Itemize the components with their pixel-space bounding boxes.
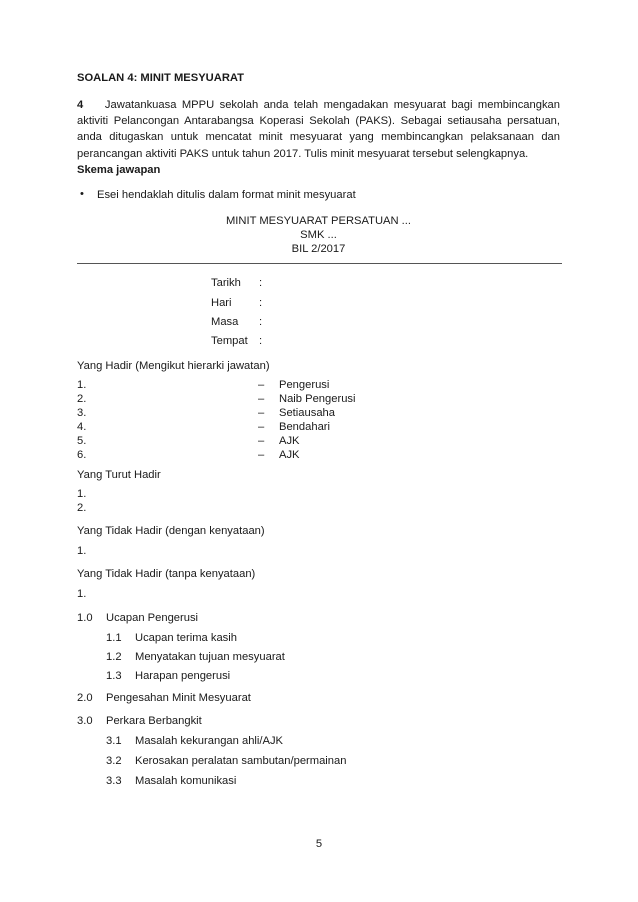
present-row-dash: – (258, 435, 265, 447)
agenda-subitem-num: 1.2 (106, 651, 122, 663)
present-row-num: 4. (77, 421, 87, 433)
scheme-title: Skema jawapan (77, 164, 161, 176)
agenda-subitem-text: Masalah kekurangan ahli/AJK (135, 735, 284, 747)
present-row-role: Pengerusi (279, 379, 330, 391)
minutes-heading-line: BIL 2/2017 (291, 243, 346, 255)
field-colon: : (259, 316, 263, 328)
present-row-dash: – (258, 449, 265, 461)
agenda-subitem-text: Kerosakan peralatan sambutan/permainan (135, 755, 347, 767)
agenda-subitem-text: Harapan pengerusi (135, 670, 231, 682)
agenda-subitem-num: 3.3 (106, 775, 122, 787)
field-label-tempat: Tempat (211, 335, 248, 347)
also-present-row: 1. (77, 488, 87, 500)
also-present-title: Yang Turut Hadir (77, 469, 161, 481)
agenda-subitem-num: 1.1 (106, 632, 122, 644)
question-number: 4 (77, 99, 84, 111)
field-label-hari: Hari (211, 297, 232, 309)
present-row-role: AJK (279, 435, 300, 447)
field-label-tarikh: Tarikh (211, 277, 241, 289)
minutes-heading-line: SMK ... (300, 229, 337, 241)
present-row-num: 6. (77, 449, 87, 461)
present-title: Yang Hadir (Mengikut hierarki jawatan) (77, 360, 270, 372)
agenda-subitem-text: Masalah komunikasi (135, 775, 237, 787)
agenda-subitem-text: Ucapan terima kasih (135, 632, 237, 644)
absent-with-reason-title: Yang Tidak Hadir (dengan kenyataan) (77, 525, 265, 537)
absent-without-reason-row: 1. (77, 588, 87, 600)
agenda-subitem-num: 1.3 (106, 670, 122, 682)
absent-without-reason-title: Yang Tidak Hadir (tanpa kenyataan) (77, 568, 256, 580)
minutes-heading-line: MINIT MESYUARAT PERSATUAN ... (225, 215, 412, 227)
agenda-subitem-num: 3.1 (106, 735, 122, 747)
present-row-dash: – (258, 379, 265, 391)
divider-line (77, 263, 562, 264)
present-row-dash: – (258, 393, 265, 405)
agenda-title: Pengesahan Minit Mesyuarat (106, 692, 251, 704)
field-colon: : (259, 277, 263, 289)
present-row-num: 1. (77, 379, 87, 391)
present-row-num: 3. (77, 407, 87, 419)
absent-with-reason-row: 1. (77, 545, 87, 557)
field-colon: : (259, 297, 263, 309)
present-row-dash: – (258, 421, 265, 433)
present-row-num: 2. (77, 393, 87, 405)
agenda-num: 2.0 (77, 692, 93, 704)
also-present-row: 2. (77, 502, 87, 514)
minutes-heading (77, 214, 560, 256)
agenda-subitem-text: Menyatakan tujuan mesyuarat (135, 651, 285, 663)
present-row-role: AJK (279, 449, 300, 461)
present-row-role: Naib Pengerusi (279, 393, 356, 405)
agenda-title: Ucapan Pengerusi (106, 612, 199, 624)
scheme-bullet-text: Esei hendaklah ditulis dalam format minit mesyuarat (97, 189, 356, 201)
field-colon: : (259, 335, 263, 347)
agenda-num: 3.0 (77, 715, 93, 727)
agenda-subitem-num: 3.2 (106, 755, 122, 767)
present-row-num: 5. (77, 435, 87, 447)
present-row-dash: – (258, 407, 265, 419)
page-title: SOALAN 4: MINIT MESYUARAT (77, 72, 244, 84)
agenda-num: 1.0 (77, 612, 93, 624)
bullet-icon: • (80, 188, 84, 200)
field-label-masa: Masa (211, 316, 239, 328)
question-text: Jawatankuasa MPPU sekolah anda telah mengadakan mesyuarat bagi membincangkan aktiviti Pelancongan Antarabangsa Koperasi Sekolah (PAKS). Sebagai setiausaha persatuan, anda ditugaskan untuk mencatat minit mesyuarat yang membincangkan pelaksanaan dan perancangan aktiviti PAKS untuk tahun 2017. Tulis minit mesyuarat tersebut selengkapnya. (77, 99, 560, 160)
present-row-role: Bendahari (279, 421, 331, 433)
question-paragraph (77, 97, 560, 162)
page-number: 5 (315, 838, 323, 850)
present-row-role: Setiausaha (279, 407, 335, 419)
agenda-title: Perkara Berbangkit (106, 715, 202, 727)
